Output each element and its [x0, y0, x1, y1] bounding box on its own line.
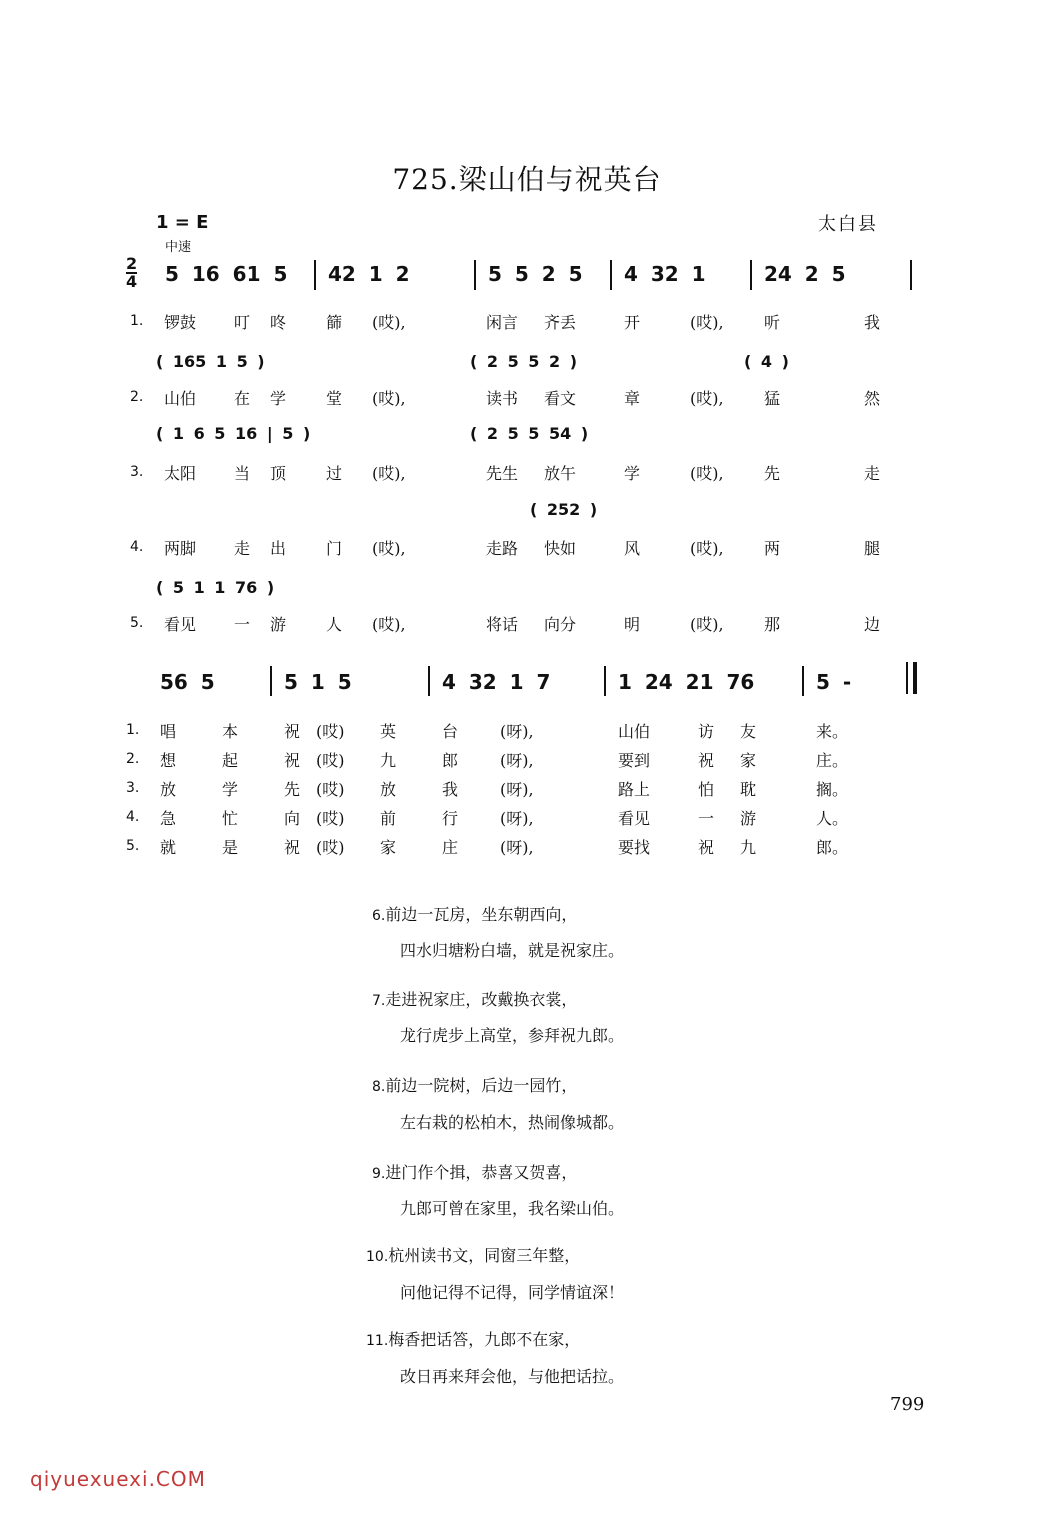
- lyric-word: (哎),: [372, 615, 406, 634]
- lyric-word: 路上: [618, 780, 651, 799]
- verse-number: 10.: [366, 1249, 389, 1265]
- lyric-word: 耽: [740, 780, 757, 799]
- lyric-word: 章: [624, 389, 641, 408]
- lyric-word: (呀),: [500, 780, 534, 799]
- lyric-word: 友: [740, 722, 757, 741]
- measure-2-3: 4 32 1 7: [442, 670, 551, 694]
- lyric-word: 走路: [486, 539, 519, 558]
- lyric-word: 出: [270, 539, 287, 558]
- lyric-word: 人: [326, 615, 343, 634]
- lyric-word: 堂: [326, 389, 343, 408]
- lyric-word: 那: [764, 615, 781, 634]
- lyric-word: 过: [326, 464, 343, 483]
- variant-notes: ( 4 ): [744, 352, 789, 371]
- lyric-word: 人。: [816, 809, 849, 828]
- lyric-word: 我: [864, 313, 881, 332]
- verse-text: 前边一瓦房，坐东朝西向，: [385, 905, 578, 924]
- verse-number: 8.: [372, 1079, 386, 1095]
- lyric-word: 向分: [544, 615, 577, 634]
- barline: [910, 260, 912, 290]
- variant-group: 165 1 5: [172, 352, 248, 371]
- lyric-word: 游: [740, 809, 757, 828]
- lyric-word: 山伯: [164, 389, 197, 408]
- variant-notes: ( 1 6 5 16 | 5 ): [156, 424, 311, 443]
- verse-line-1: [366, 1327, 580, 1350]
- lyric-word: (哎): [316, 751, 345, 770]
- verse-number: 7.: [372, 993, 386, 1009]
- measure-2-1: 56 5: [160, 670, 215, 694]
- verse-line-1: [372, 902, 577, 925]
- barline: [604, 666, 606, 696]
- variant-notes: ( 5 1 1 76 ): [156, 578, 275, 597]
- verse-text: 前边一院树，后边一园竹，: [385, 1076, 578, 1095]
- lyric-word: 风: [624, 539, 641, 558]
- lyric-word: 看文: [544, 389, 577, 408]
- lyric-word: 猛: [764, 389, 781, 408]
- variant-notes: ( 2 5 5 54 ): [470, 424, 589, 443]
- song-origin: 太白县: [818, 214, 878, 235]
- variant-notes: ( 252 ): [530, 500, 598, 519]
- lyric-verse-number: 3.: [126, 780, 140, 796]
- lyric-word: 行: [442, 809, 459, 828]
- barline: [610, 260, 612, 290]
- lyric-verse-number: 5.: [126, 838, 140, 854]
- lyric-word: 想: [160, 751, 177, 770]
- page-number: 799: [890, 1394, 925, 1415]
- lyric-word: 放: [160, 780, 177, 799]
- lyric-word: 忙: [222, 809, 239, 828]
- lyric-word: (呀),: [500, 751, 534, 770]
- verse-line-2: 九郎可曾在家里，我名梁山伯。: [400, 1199, 625, 1218]
- barline: [428, 666, 430, 696]
- lyric-word: 搁。: [816, 780, 849, 799]
- lyric-word: 起: [222, 751, 239, 770]
- lyric-word: (哎),: [372, 539, 406, 558]
- lyric-word: (哎),: [372, 389, 406, 408]
- lyric-word: 快如: [544, 539, 577, 558]
- lyric-word: 庄: [442, 838, 459, 857]
- lyric-word: 咚: [270, 313, 287, 332]
- lyric-word: 祝: [698, 751, 715, 770]
- variant-notes: ( 2 5 5 2 ): [470, 352, 578, 371]
- verse-line-2: 左右栽的松柏木，热闹像城都。: [400, 1113, 625, 1132]
- verse-line-2: 龙行虎步上高堂，参拜祝九郎。: [400, 1026, 625, 1045]
- lyric-verse-number: 1.: [130, 313, 144, 329]
- variant-group: 252: [546, 500, 581, 519]
- barline: [314, 260, 316, 290]
- barline: [270, 666, 272, 696]
- lyric-word: (哎),: [690, 313, 724, 332]
- lyric-word: 门: [326, 539, 343, 558]
- lyric-word: 祝: [698, 838, 715, 857]
- lyric-word: 学: [624, 464, 641, 483]
- measure-1-4: 4 32 1: [624, 262, 706, 286]
- lyric-word: (呀),: [500, 838, 534, 857]
- lyric-word: 读书: [486, 389, 519, 408]
- lyric-word: (哎): [316, 722, 345, 741]
- lyric-word: (哎),: [372, 313, 406, 332]
- final-barline-thick: [913, 662, 917, 694]
- tempo-marking: 中速: [165, 240, 192, 255]
- lyric-word: 要找: [618, 838, 651, 857]
- lyric-word: (哎),: [690, 464, 724, 483]
- lyric-word: 祝: [284, 722, 301, 741]
- lyric-word: 来。: [816, 722, 849, 741]
- verse-line-2: 四水归塘粉白墙，就是祝家庄。: [400, 941, 625, 960]
- lyric-word: 开: [624, 313, 641, 332]
- variant-group: 2 5 5 2: [486, 352, 561, 371]
- measure-1-5: 24 2 5: [764, 262, 846, 286]
- lyric-word: 游: [270, 615, 287, 634]
- lyric-word: 学: [222, 780, 239, 799]
- lyric-word: 放: [380, 780, 397, 799]
- lyric-word: 腿: [864, 539, 881, 558]
- lyric-word: 太阳: [164, 464, 197, 483]
- variant-group: 5 1 1 76: [172, 578, 258, 597]
- variant-group: 2 5 5 54: [486, 424, 572, 443]
- lyric-verse-number: 4.: [130, 539, 144, 555]
- lyric-word: 郎。: [816, 838, 849, 857]
- lyric-word: 九: [380, 751, 397, 770]
- variant-notes: ( 165 1 5 ): [156, 352, 265, 371]
- lyric-word: 篩: [326, 313, 343, 332]
- lyric-word: 郎: [442, 751, 459, 770]
- lyric-verse-number: 2.: [130, 389, 144, 405]
- lyric-word: 本: [222, 722, 239, 741]
- lyric-word: 放午: [544, 464, 577, 483]
- lyric-verse-number: 1.: [126, 722, 140, 738]
- lyric-word: 怕: [698, 780, 715, 799]
- lyric-word: (哎),: [690, 539, 724, 558]
- lyric-word: 我: [442, 780, 459, 799]
- lyric-word: 在: [234, 389, 251, 408]
- barline: [750, 260, 752, 290]
- lyric-word: 闲言: [486, 313, 519, 332]
- verse-text: 走进祝家庄，改戴换衣裳，: [385, 990, 578, 1009]
- lyric-word: (哎),: [372, 464, 406, 483]
- key-signature: 1 = E: [156, 212, 209, 233]
- verse-number: 9.: [372, 1166, 386, 1182]
- lyric-word: 祝: [284, 838, 301, 857]
- verse-line-2: 问他记得不记得，同学情谊深！: [400, 1283, 625, 1302]
- lyric-verse-number: 4.: [126, 809, 140, 825]
- verse-line-2: 改日再来拜会他，与他把话拉。: [400, 1367, 625, 1386]
- measure-2-5: 5 -: [816, 670, 852, 694]
- lyric-word: 走: [864, 464, 881, 483]
- verse-text: 杭州读书文，同窗三年整，: [388, 1246, 581, 1265]
- lyric-word: 先: [284, 780, 301, 799]
- lyric-word: 台: [442, 722, 459, 741]
- lyric-word: (哎): [316, 838, 345, 857]
- verse-line-1: [372, 987, 577, 1010]
- lyric-word: (哎): [316, 809, 345, 828]
- lyric-word: 访: [698, 722, 715, 741]
- lyric-verse-number: 2.: [126, 751, 140, 767]
- verse-number: 6.: [372, 908, 386, 924]
- lyric-word: 先: [764, 464, 781, 483]
- lyric-word: 看见: [164, 615, 197, 634]
- measure-1-2: 42 1 2: [328, 262, 410, 286]
- lyric-word: 然: [864, 389, 881, 408]
- variant-group: 4: [760, 352, 773, 371]
- lyric-word: 叮: [234, 313, 251, 332]
- verse-line-1: [372, 1073, 577, 1096]
- lyric-word: 是: [222, 838, 239, 857]
- song-title: 725.梁山伯与祝英台: [392, 163, 662, 196]
- lyric-word: 顶: [270, 464, 287, 483]
- time-signature-top: 2: [126, 254, 138, 273]
- lyric-word: 当: [234, 464, 251, 483]
- lyric-word: (哎),: [690, 615, 724, 634]
- verse-text: 梅香把话答，九郎不在家，: [388, 1330, 581, 1349]
- measure-2-4: 1 24 21 76: [618, 670, 755, 694]
- lyric-word: 看见: [618, 809, 651, 828]
- lyric-word: 一: [234, 615, 251, 634]
- verse-line-1: [372, 1160, 577, 1183]
- lyric-verse-number: 5.: [130, 615, 144, 631]
- site-watermark[interactable]: qiyuexuexi.COM: [30, 1467, 206, 1491]
- lyric-word: 边: [864, 615, 881, 634]
- lyric-word: (呀),: [500, 722, 534, 741]
- barline: [802, 666, 804, 696]
- lyric-word: (哎),: [690, 389, 724, 408]
- final-barline-thin: [906, 662, 908, 694]
- lyric-word: 要到: [618, 751, 651, 770]
- lyric-word: 庄。: [816, 751, 849, 770]
- lyric-word: 祝: [284, 751, 301, 770]
- lyric-word: 山伯: [618, 722, 651, 741]
- verse-text: 进门作个揖，恭喜又贺喜，: [385, 1163, 578, 1182]
- lyric-word: (呀),: [500, 809, 534, 828]
- lyric-word: 明: [624, 615, 641, 634]
- verse-line-1: [366, 1243, 580, 1266]
- lyric-word: 两: [764, 539, 781, 558]
- lyric-word: 就: [160, 838, 177, 857]
- variant-group: 1 6 5 16 | 5: [172, 424, 294, 443]
- lyric-word: 前: [380, 809, 397, 828]
- lyric-word: 唱: [160, 722, 177, 741]
- barline: [474, 260, 476, 290]
- lyric-word: (哎): [316, 780, 345, 799]
- time-signature: [126, 256, 137, 290]
- lyric-word: 听: [764, 313, 781, 332]
- lyric-word: 齐丢: [544, 313, 577, 332]
- measure-1-3: 5 5 2 5: [488, 262, 583, 286]
- lyric-word: 一: [698, 809, 715, 828]
- measure-2-2: 5 1 5: [284, 670, 352, 694]
- lyric-word: 先生: [486, 464, 519, 483]
- lyric-word: 家: [380, 838, 397, 857]
- time-signature-bottom: 4: [126, 272, 138, 291]
- verse-number: 11.: [366, 1333, 389, 1349]
- lyric-word: 九: [740, 838, 757, 857]
- measure-1-1: 5 16 61 5: [165, 262, 288, 286]
- lyric-word: 两脚: [164, 539, 197, 558]
- lyric-word: 家: [740, 751, 757, 770]
- lyric-word: 锣鼓: [164, 313, 197, 332]
- lyric-word: 英: [380, 722, 397, 741]
- lyric-word: 急: [160, 809, 177, 828]
- lyric-verse-number: 3.: [130, 464, 144, 480]
- lyric-word: 学: [270, 389, 287, 408]
- lyric-word: 将话: [486, 615, 519, 634]
- lyric-word: 向: [284, 809, 301, 828]
- lyric-word: 走: [234, 539, 251, 558]
